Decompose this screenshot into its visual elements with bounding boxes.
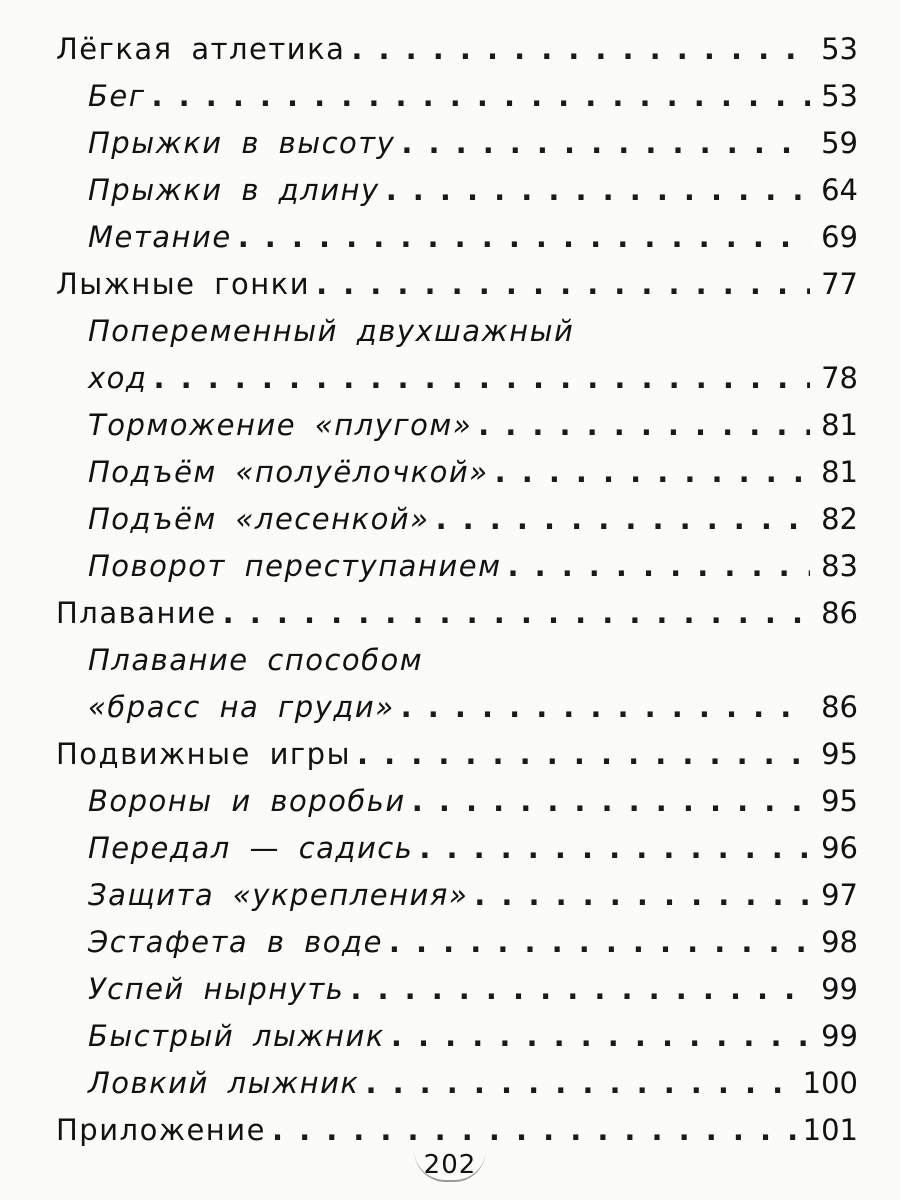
toc-entry-subsection[interactable]: [56, 73, 858, 120]
toc-entry-title-line1: Плавание способом: [88, 643, 424, 677]
toc-page-number: 86: [821, 596, 858, 630]
toc-page-number: 95: [821, 784, 858, 818]
dot-leader: [436, 496, 810, 543]
toc-entry-section[interactable]: [56, 261, 858, 308]
page-number: [0, 1150, 900, 1182]
toc-page-number: 53: [821, 32, 858, 66]
toc-page-number: 69: [821, 220, 858, 254]
dot-leader: [365, 1060, 798, 1107]
dot-leader: [386, 167, 810, 214]
dot-leader: [272, 1107, 799, 1154]
toc-entry-title: Защита «укрепления»: [88, 878, 469, 912]
toc-page-number: 95: [821, 737, 858, 771]
toc-entry-subsection[interactable]: [56, 919, 858, 966]
toc-page-number: 101: [802, 1113, 858, 1147]
toc-entry-subsection[interactable]: [56, 1013, 858, 1060]
dot-leader: [478, 402, 810, 449]
dot-leader: [350, 966, 810, 1013]
dot-leader: [474, 872, 810, 919]
toc-page-number: 98: [821, 925, 858, 959]
dot-leader: [419, 825, 810, 872]
toc-entry-title: Успей нырнуть: [88, 972, 345, 1006]
toc-entry-title: Прыжки в высоту: [88, 126, 396, 160]
toc-entry-title-line2: ход: [88, 361, 148, 395]
toc-entry-subsection[interactable]: [56, 966, 858, 1013]
dot-leader: [401, 120, 810, 167]
dot-leader: [391, 1013, 810, 1060]
toc-page-number: 96: [821, 831, 858, 865]
toc-entry-title: Приложение: [56, 1113, 266, 1147]
dot-leader: [151, 73, 810, 120]
dot-leader: [507, 543, 810, 590]
toc-entry-subsection[interactable]: [56, 825, 858, 872]
toc-entry-title: Бег: [88, 79, 146, 113]
toc-entry-title: Поворот переступанием: [88, 549, 502, 583]
dot-leader: [412, 778, 810, 825]
toc-page-number: 99: [821, 972, 858, 1006]
table-of-contents: [56, 26, 858, 1154]
toc-page-number: 59: [821, 126, 858, 160]
toc-page-number: 53: [821, 79, 858, 113]
toc-page-number: 97: [821, 878, 858, 912]
toc-page-number: 99: [821, 1019, 858, 1053]
dot-leader: [401, 684, 810, 731]
dot-leader: [223, 590, 810, 637]
toc-entry-section[interactable]: [56, 590, 858, 637]
toc-entry-subsection[interactable]: [56, 496, 858, 543]
toc-entry-title: Плавание: [56, 596, 217, 630]
toc-entry-subsection[interactable]: [56, 1060, 858, 1107]
toc-entry-title: Прыжки в длину: [88, 173, 380, 207]
toc-entry-subsection[interactable]: [56, 120, 858, 167]
dot-leader: [351, 26, 810, 73]
toc-entry-section[interactable]: [56, 26, 858, 73]
toc-entry-title: Подъём «лесенкой»: [88, 502, 430, 536]
toc-entry-subsection[interactable]: [56, 543, 858, 590]
toc-entry-section[interactable]: [56, 731, 858, 778]
toc-entry-title: Лыжные гонки: [56, 267, 311, 301]
toc-entry-subsection[interactable]: [56, 308, 858, 402]
toc-page-number: 81: [821, 455, 858, 489]
toc-page-number: 100: [802, 1066, 858, 1100]
toc-entry-title: Торможение «плугом»: [88, 408, 473, 442]
dot-leader: [316, 261, 810, 308]
dot-leader: [495, 449, 810, 496]
toc-entry-title-line1: Попеременный двухшажный: [88, 314, 575, 348]
toc-entry-subsection[interactable]: [56, 778, 858, 825]
dot-leader: [238, 214, 810, 261]
toc-entry-subsection[interactable]: [56, 872, 858, 919]
toc-page-number: 83: [821, 549, 858, 583]
toc-page-number: 82: [821, 502, 858, 536]
toc-entry-section[interactable]: [56, 1107, 858, 1154]
toc-entry-title: Быстрый лыжник: [88, 1019, 385, 1053]
toc-entry-subsection[interactable]: [56, 167, 858, 214]
dot-leader: [389, 919, 810, 966]
toc-entry-subsection[interactable]: [56, 449, 858, 496]
toc-entry-title: Ловкий лыжник: [88, 1066, 360, 1100]
toc-entry-title-line2: «брасс на груди»: [88, 690, 395, 724]
toc-entry-title: Метание: [88, 220, 232, 254]
toc-page-number: 78: [821, 361, 858, 395]
toc-entry-title: Лёгкая атлетика: [56, 32, 346, 66]
page-number-text: 202: [414, 1150, 487, 1182]
dot-leader: [153, 355, 810, 402]
toc-entry-subsection[interactable]: [56, 214, 858, 261]
toc-entry-title: Подъём «полуёлочкой»: [88, 455, 489, 489]
toc-entry-subsection[interactable]: [56, 402, 858, 449]
toc-entry-subsection[interactable]: [56, 637, 858, 731]
toc-page-number: 86: [821, 690, 858, 724]
toc-entry-title: Подвижные игры: [56, 737, 351, 771]
toc-page-number: 77: [821, 267, 858, 301]
toc-page-number: 64: [821, 173, 858, 207]
toc-entry-title: Вороны и воробьи: [88, 784, 406, 818]
toc-entry-title: Передал — садись: [88, 831, 414, 865]
toc-entry-title: Эстафета в воде: [88, 925, 383, 959]
dot-leader: [357, 731, 810, 778]
toc-page-number: 81: [821, 408, 858, 442]
